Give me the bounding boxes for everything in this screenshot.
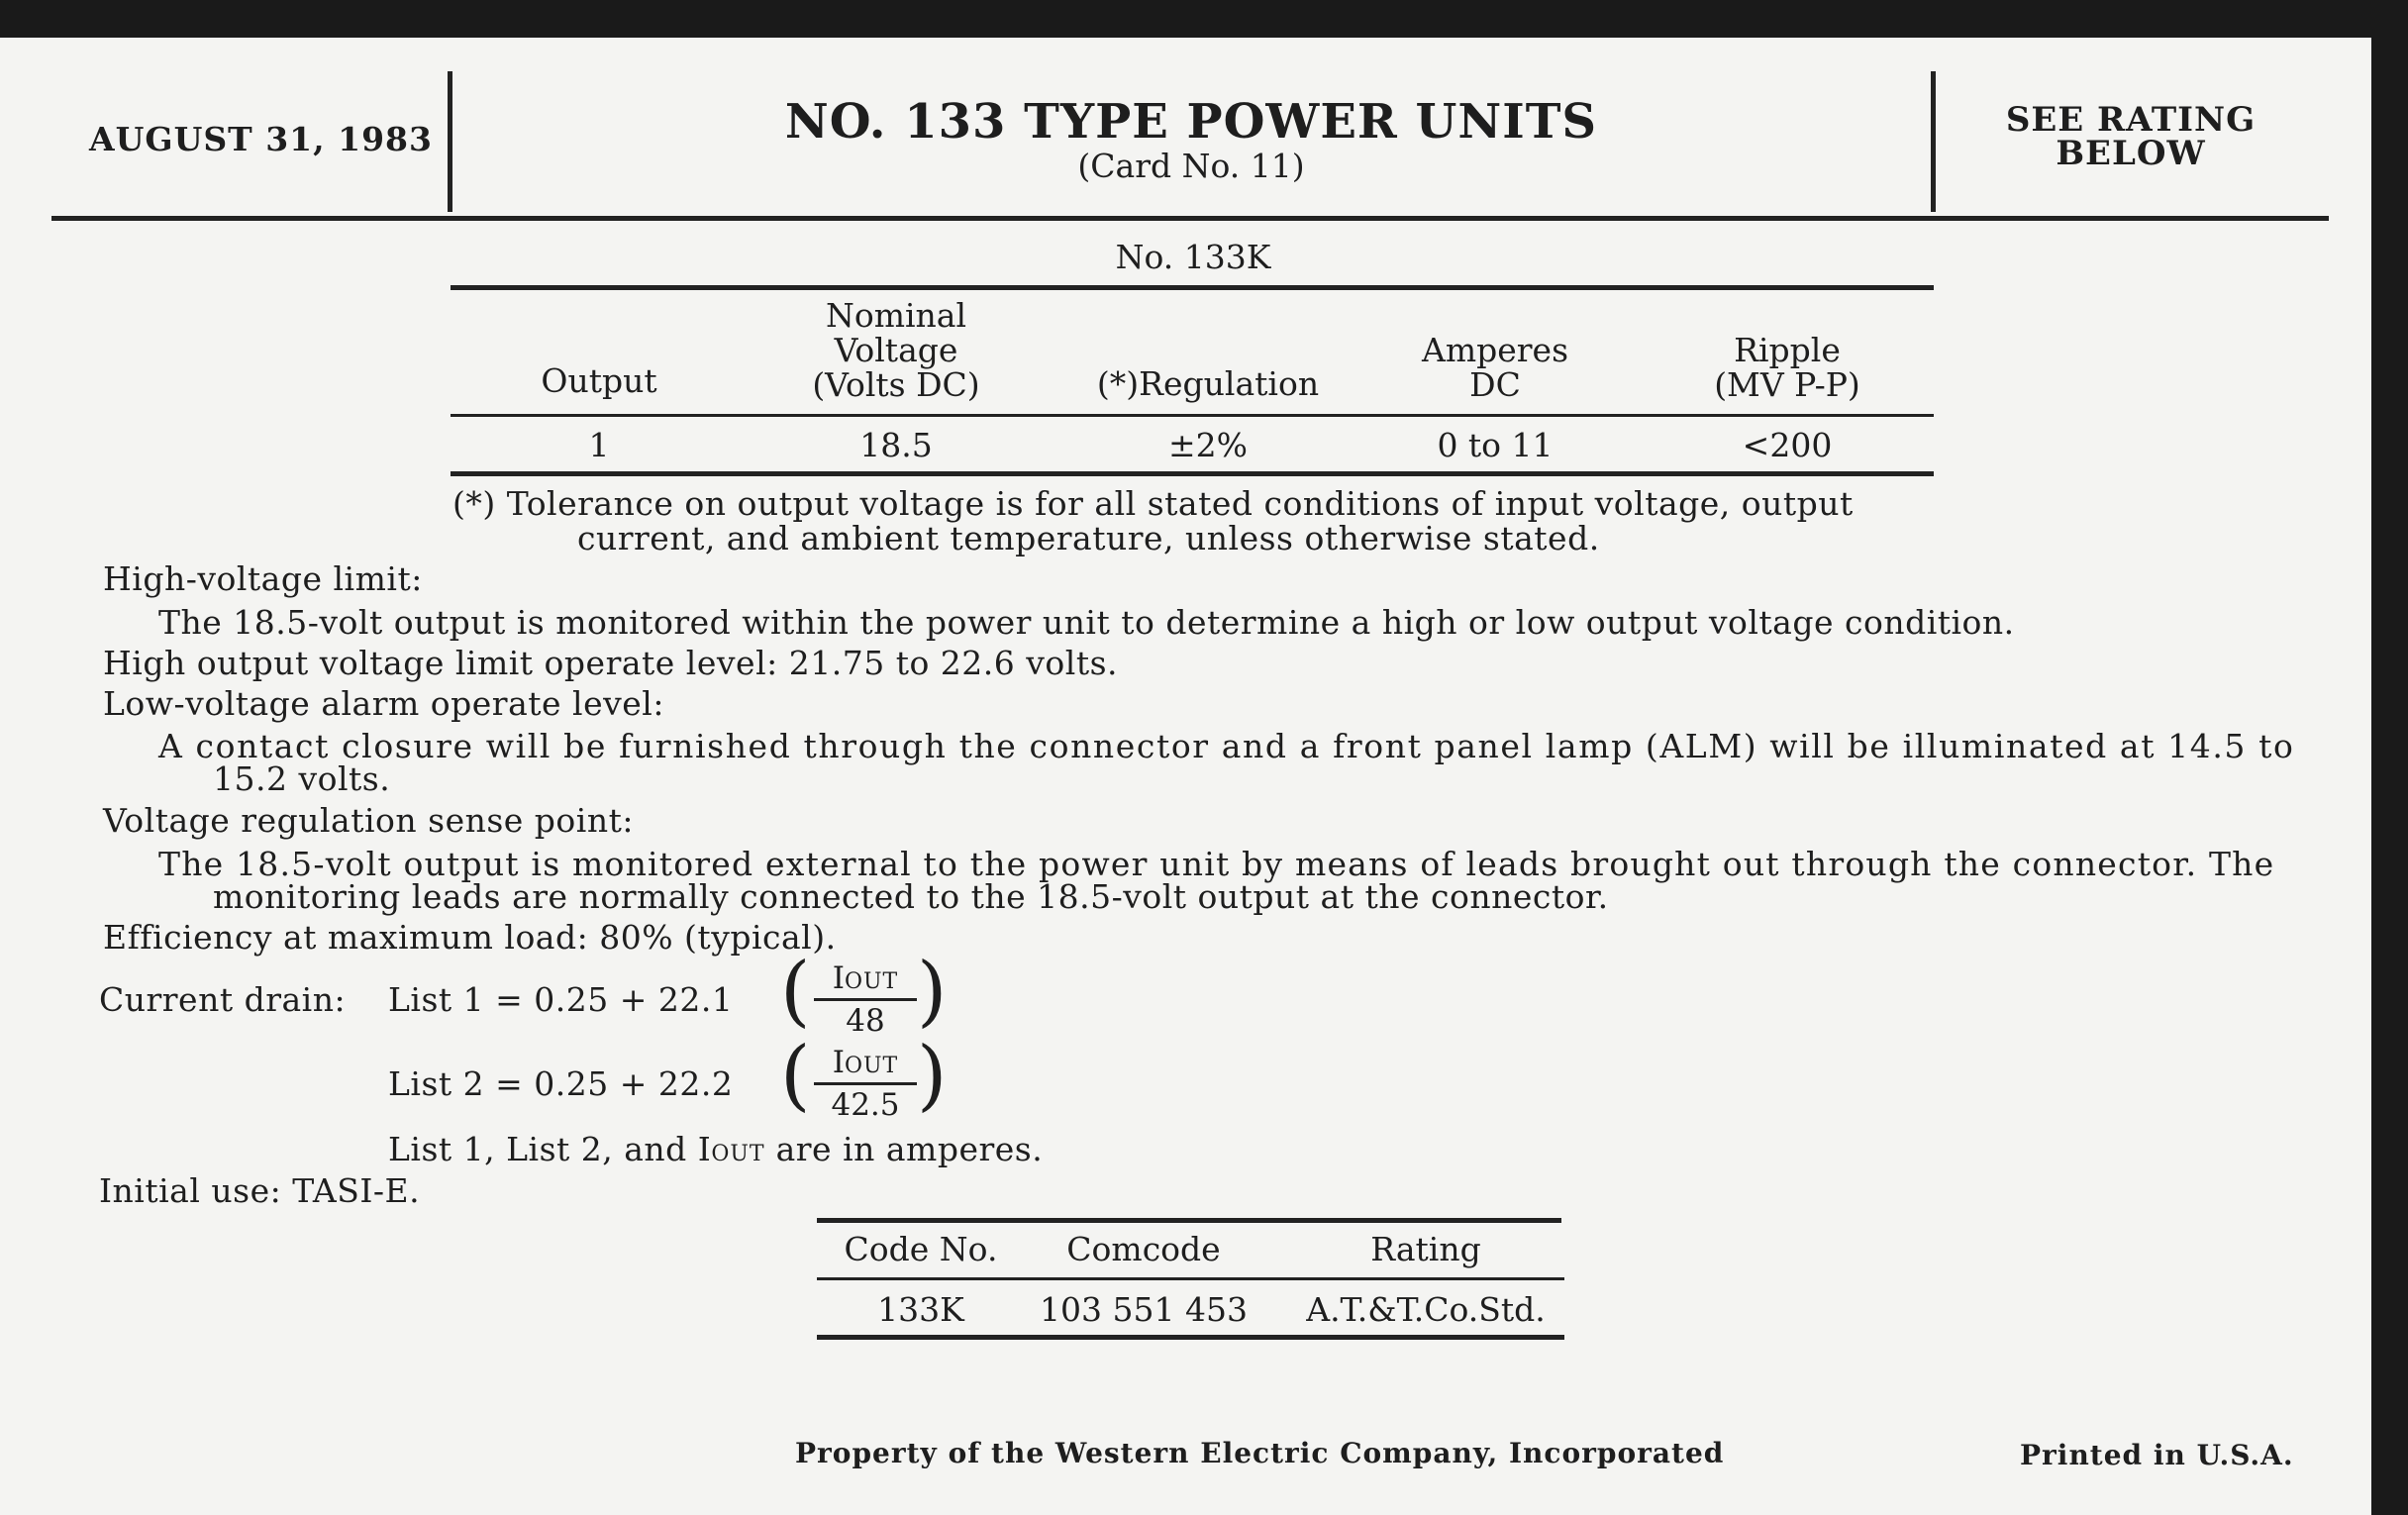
list2-expression: List 2 = 0.25 + 22.2 xyxy=(388,1064,734,1103)
hv-limit-label: High-voltage limit: xyxy=(103,559,423,598)
list2-denominator: 42.5 xyxy=(831,1087,900,1123)
code-table-bottom-rule xyxy=(817,1335,1564,1340)
sense-point-text-line-1: The 18.5-volt output is monitored external to the power unit by means of leads brought out through the connector. The xyxy=(158,845,2275,883)
footnote-line-1: (*) Tolerance on output voltage is for all stated conditions of input voltage, output xyxy=(452,484,1854,523)
code-col-header-comcode: Comcode xyxy=(1066,1230,1221,1268)
header-divider-right xyxy=(1931,71,1936,212)
lv-alarm-text-line-1: A contact closure will be furnished through the connector and a front panel lamp (ALM) will be illuminated at 14.5 to xyxy=(158,727,2295,765)
initial-use: Initial use: TASI-E. xyxy=(99,1171,421,1210)
current-drain-label: Current drain: xyxy=(99,980,347,1019)
table-bottom-rule xyxy=(451,471,1934,476)
footer-printed: Printed in U.S.A. xyxy=(2020,1439,2294,1471)
table-caption: No. 133K xyxy=(1115,238,1271,276)
col-header-regulation: (*)Regulation xyxy=(1096,364,1320,403)
sense-point-label: Voltage regulation sense point: xyxy=(103,801,634,840)
code-cell-code: 133K xyxy=(877,1290,964,1329)
table-top-rule xyxy=(451,285,1934,290)
cell-voltage: 18.5 xyxy=(859,426,933,464)
list2-right-paren: ) xyxy=(917,1031,948,1120)
code-cell-comcode: 103 551 453 xyxy=(1040,1290,1248,1329)
units-note: List 1, List 2, and IOUT are in amperes. xyxy=(388,1130,1044,1168)
header-date: AUGUST 31, 1983 xyxy=(89,120,433,158)
code-col-header-code: Code No. xyxy=(844,1230,998,1268)
hv-limit-text: The 18.5-volt output is monitored within the power unit to determine a high or low output voltage condition. xyxy=(158,603,2015,642)
page-title: NO. 133 TYPE POWER UNITS xyxy=(784,94,1598,150)
efficiency: Efficiency at maximum load: 80% (typical). xyxy=(103,918,837,957)
col-header-ripple: Ripple (MV P-P) xyxy=(1714,331,1860,404)
cell-amperes: 0 to 11 xyxy=(1437,426,1554,464)
list1-fraction xyxy=(814,960,917,1039)
list2-fraction xyxy=(814,1045,917,1123)
lv-alarm-text-line-2: 15.2 volts. xyxy=(213,759,391,798)
list1-denominator: 48 xyxy=(846,1003,885,1039)
cell-output: 1 xyxy=(588,426,610,464)
cell-regulation: ±2% xyxy=(1167,426,1248,464)
code-cell-rating: A.T.&T.Co.Std. xyxy=(1306,1290,1546,1329)
footer-property: Property of the Western Electric Company, Incorporated xyxy=(795,1437,1725,1469)
cell-ripple: <200 xyxy=(1742,426,1833,464)
list1-expression: List 1 = 0.25 + 22.1 xyxy=(388,980,734,1019)
rating-note: SEE RATING BELOW xyxy=(2005,100,2257,173)
list1-numerator: IOUT xyxy=(814,960,917,1001)
header-rule xyxy=(51,216,2329,221)
code-table-header-rule xyxy=(817,1277,1564,1280)
list2-left-paren: ( xyxy=(780,1031,811,1120)
list2-numerator: IOUT xyxy=(814,1045,917,1085)
card-number: (Card No. 11) xyxy=(1077,147,1305,185)
code-table-top-rule xyxy=(817,1218,1561,1223)
hv-operate-level: High output voltage limit operate level: 21.75 to 22.6 volts. xyxy=(103,644,1119,682)
col-header-nominal-voltage: Nominal Voltage (Volts DC) xyxy=(812,296,980,404)
table-header-rule xyxy=(451,414,1934,417)
list1-left-paren: ( xyxy=(780,947,811,1036)
footnote-line-2: current, and ambient temperature, unless otherwise stated. xyxy=(577,519,1600,557)
sense-point-text-line-2: monitoring leads are normally connected to the 18.5-volt output at the connector. xyxy=(213,877,1609,916)
code-col-header-rating: Rating xyxy=(1370,1230,1481,1268)
header-divider-left xyxy=(448,71,452,212)
col-header-output: Output xyxy=(541,361,657,400)
list1-right-paren: ) xyxy=(917,947,948,1036)
lv-alarm-label: Low-voltage alarm operate level: xyxy=(103,684,664,723)
col-header-amperes: Amperes DC xyxy=(1421,331,1569,404)
